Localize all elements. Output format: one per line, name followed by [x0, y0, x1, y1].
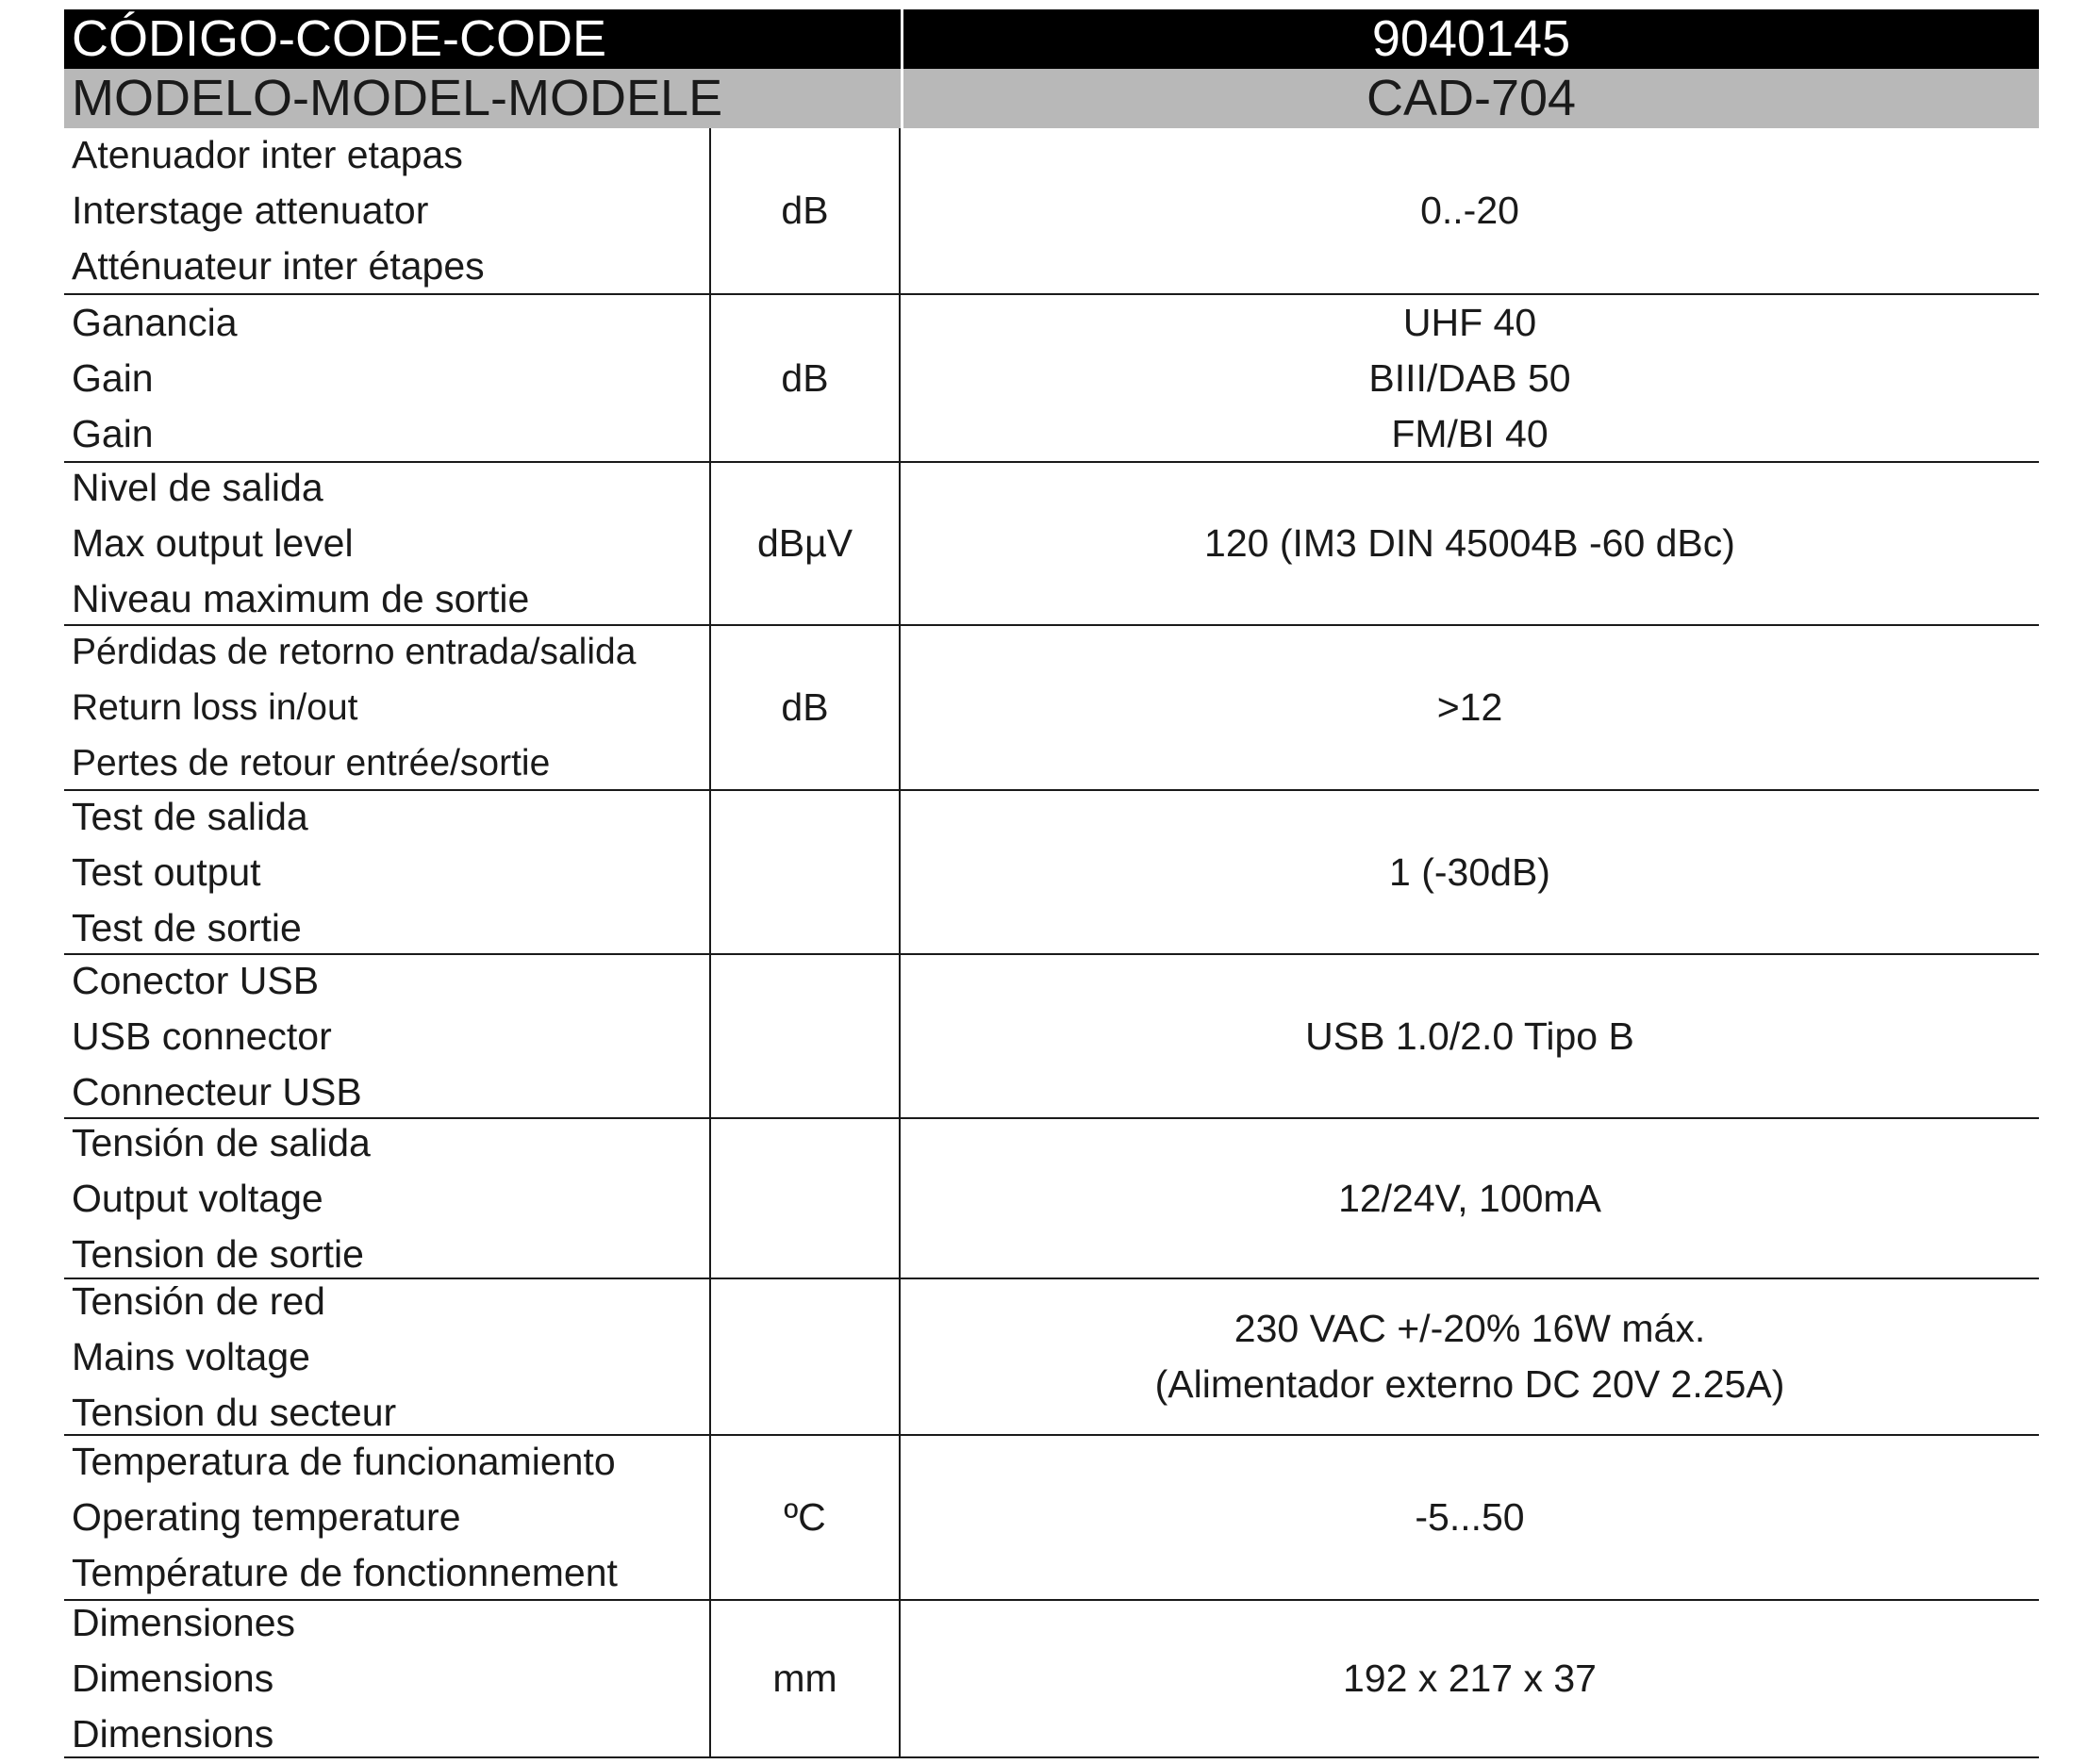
spec-rows [64, 128, 2039, 1758]
parameter-names [64, 1436, 711, 1599]
table-row [64, 791, 2039, 955]
code-value: 9040145 [901, 9, 2039, 69]
parameter-value [901, 955, 2039, 1117]
parameter-name: Nivel de salida [72, 466, 323, 509]
parameter-value [901, 295, 2039, 461]
parameter-value-line: (Alimentador externo DC 20V 2.25A) [1154, 1362, 1785, 1406]
parameter-unit: mm [711, 1601, 901, 1756]
table-row [64, 1601, 2039, 1758]
parameter-value [901, 1119, 2039, 1278]
model-header-row [64, 69, 2039, 128]
parameter-value-line: 192 x 217 x 37 [1343, 1657, 1597, 1700]
table-row [64, 295, 2039, 463]
parameter-unit [711, 955, 901, 1117]
table-row [64, 1436, 2039, 1601]
parameter-name: Interstage attenuator [72, 189, 429, 232]
spec-table [64, 9, 2039, 1758]
parameter-value-line: USB 1.0/2.0 Tipo B [1305, 1014, 1634, 1058]
code-label: CÓDIGO-CODE-CODE [72, 10, 606, 67]
parameter-name: Conector USB [72, 958, 320, 1002]
parameter-value-line: UHF 40 [1402, 300, 1537, 344]
parameter-value [901, 1436, 2039, 1599]
table-row [64, 955, 2039, 1119]
parameter-value [901, 1279, 2039, 1434]
parameter-name: Return loss in/out [72, 687, 358, 728]
parameter-names [64, 1279, 711, 1434]
parameter-name: Pertes de retour entrée/sortie [72, 743, 551, 783]
parameter-name: USB connector [72, 1014, 332, 1058]
parameter-name: Temperatura de funcionamiento [72, 1440, 616, 1483]
parameter-unit [711, 1279, 901, 1434]
parameter-value-line: >12 [1436, 685, 1503, 729]
parameter-unit: dB [711, 128, 901, 293]
parameter-names [64, 463, 711, 624]
parameter-names [64, 1119, 711, 1278]
parameter-unit: dBµV [711, 463, 901, 624]
parameter-names [64, 955, 711, 1117]
parameter-name: Ganancia [72, 300, 238, 344]
parameter-name: Tension du secteur [72, 1390, 397, 1434]
parameter-value-line: 12/24V, 100mA [1338, 1176, 1601, 1220]
parameter-name: Test output [72, 849, 261, 894]
parameter-name: Dimensions [72, 1657, 274, 1700]
parameter-unit: ºC [711, 1436, 901, 1599]
parameter-names [64, 626, 711, 789]
parameter-name: Tensión de red [72, 1278, 325, 1323]
parameter-value-line: 120 (IM3 DIN 45004B -60 dBc) [1204, 521, 1735, 565]
parameter-name: Atténuateur inter étapes [72, 244, 485, 288]
parameter-name: Atenuador inter etapas [72, 133, 463, 176]
parameter-value [901, 626, 2039, 789]
parameter-value-line: BIII/DAB 50 [1368, 355, 1571, 400]
parameter-name: Operating temperature [72, 1495, 461, 1539]
model-label: MODELO-MODEL-MODELE [72, 70, 723, 126]
parameter-name: Dimensiones [72, 1601, 295, 1644]
table-row [64, 1119, 2039, 1279]
parameter-unit [711, 791, 901, 953]
parameter-names [64, 1601, 711, 1756]
parameter-name: Gain [72, 355, 154, 400]
parameter-unit: dB [711, 626, 901, 789]
parameter-value-line: 230 VAC +/-20% 16W máx. [1234, 1307, 1706, 1350]
table-row [64, 626, 2039, 791]
parameter-name: Mains voltage [72, 1334, 310, 1378]
parameter-names [64, 791, 711, 953]
table-row [64, 463, 2039, 626]
parameter-value-line: 1 (-30dB) [1389, 849, 1550, 894]
parameter-names [64, 295, 711, 461]
parameter-name: Output voltage [72, 1176, 323, 1220]
parameter-value-line: 0..-20 [1420, 189, 1519, 232]
parameter-unit: dB [711, 295, 901, 461]
model-value: CAD-704 [901, 69, 2039, 128]
parameter-unit [711, 1119, 901, 1278]
parameter-name: Gain [72, 411, 154, 455]
parameter-name: Température de fonctionnement [72, 1551, 618, 1594]
parameter-value [901, 128, 2039, 293]
parameter-value-line: FM/BI 40 [1391, 411, 1549, 455]
parameter-value-line: -5...50 [1415, 1495, 1525, 1539]
parameter-name: Connecteur USB [72, 1069, 362, 1113]
parameter-value [901, 791, 2039, 953]
parameter-name: Max output level [72, 521, 354, 565]
parameter-names [64, 128, 711, 293]
parameter-value [901, 1601, 2039, 1756]
code-header-row [64, 9, 2039, 69]
parameter-name: Dimensions [72, 1712, 274, 1756]
parameter-name: Tension de sortie [72, 1231, 364, 1276]
table-row [64, 1279, 2039, 1436]
parameter-name: Test de salida [72, 794, 308, 838]
parameter-name: Test de sortie [72, 905, 302, 949]
parameter-name: Tensión de salida [72, 1120, 371, 1164]
parameter-name: Niveau maximum de sortie [72, 577, 530, 620]
parameter-name: Pérdidas de retorno entrada/salida [72, 632, 637, 672]
parameter-value [901, 463, 2039, 624]
table-row [64, 128, 2039, 295]
